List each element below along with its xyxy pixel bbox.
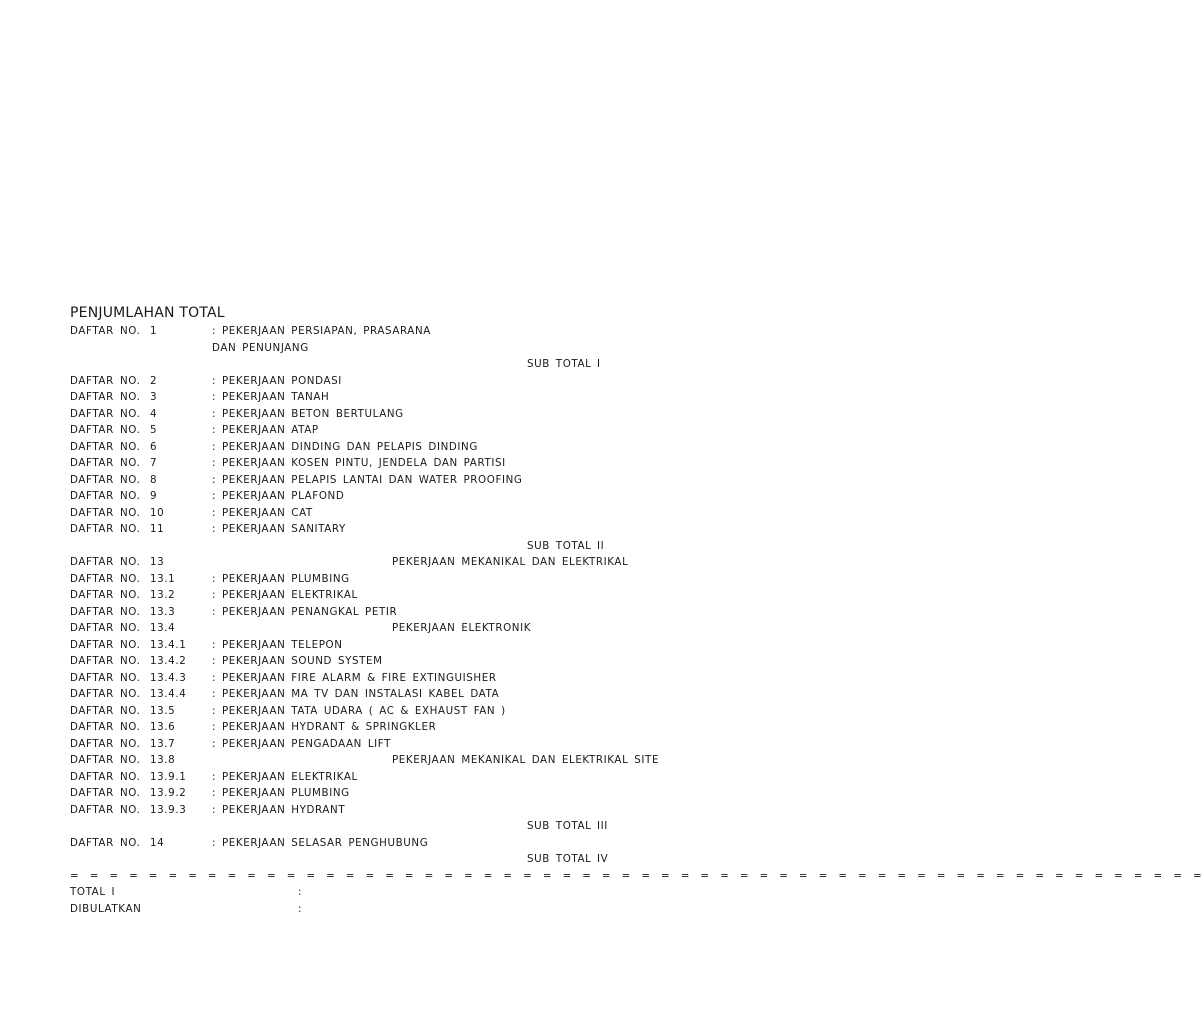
section-heading-row bbox=[0, 554, 768, 571]
total-colon: : bbox=[298, 886, 303, 898]
item-description: : PEKERJAAN SELASAR PENGHUBUNG bbox=[212, 836, 429, 849]
list-item bbox=[0, 802, 768, 819]
subtotal-number: IV bbox=[597, 853, 609, 865]
list-item bbox=[0, 769, 768, 786]
no-label: NO. bbox=[120, 325, 141, 337]
daftar-number: 13.9.1 bbox=[150, 770, 187, 783]
list-item bbox=[0, 422, 768, 439]
no-label: NO. bbox=[120, 655, 141, 667]
no-label: NO. bbox=[120, 737, 141, 750]
item-description: : PEKERJAAN MA TV DAN INSTALASI KABEL DATA bbox=[212, 688, 500, 700]
list-item bbox=[0, 373, 768, 390]
no-label: NO. bbox=[120, 787, 141, 799]
no-label: NO. bbox=[120, 836, 141, 849]
total-colon: : bbox=[298, 902, 303, 915]
daftar-label: DAFTAR bbox=[70, 836, 114, 849]
item-description: : PEKERJAAN PERSIAPAN, PRASARANA bbox=[212, 325, 431, 337]
subtotal-label: SUB TOTAL bbox=[527, 853, 592, 865]
item-description: : PEKERJAAN SOUND SYSTEM bbox=[212, 655, 383, 667]
daftar-number: 13.4 bbox=[150, 622, 176, 634]
no-label: NO. bbox=[120, 523, 141, 535]
item-description: : PEKERJAAN KOSEN PINTU, JENDELA DAN PARTISI bbox=[212, 457, 506, 469]
daftar-number: 13.2 bbox=[150, 589, 176, 601]
daftar-number: 11 bbox=[150, 523, 165, 535]
item-description: : PEKERJAAN PELAPIS LANTAI DAN WATER PROOFING bbox=[212, 473, 523, 486]
daftar-label: DAFTAR bbox=[70, 473, 114, 486]
item-description: : PEKERJAAN BETON BERTULANG bbox=[212, 407, 404, 420]
item-description: : PEKERJAAN FIRE ALARM & FIRE EXTINGUISHER bbox=[212, 671, 497, 684]
no-label: NO. bbox=[120, 572, 141, 585]
daftar-number: 13.4.3 bbox=[150, 671, 187, 684]
daftar-label: DAFTAR bbox=[70, 325, 114, 337]
list-item bbox=[0, 439, 768, 456]
list-item bbox=[0, 604, 768, 621]
item-description: : PEKERJAAN PENGADAAN LIFT bbox=[212, 737, 392, 750]
double-line-separator: = = = = = = = = = = = = = = = = = = = = = = = = = = = = = = = = = = = = = = = = = = = = = = = = = = = = = = = = = = bbox=[70, 869, 1204, 882]
no-label: NO. bbox=[120, 638, 141, 651]
list-item bbox=[0, 736, 768, 753]
item-description: : PEKERJAAN SANITARY bbox=[212, 523, 346, 535]
subtotal-label: SUB TOTAL bbox=[527, 358, 592, 370]
list-item bbox=[0, 686, 768, 703]
no-label: NO. bbox=[120, 704, 141, 717]
daftar-number: 8 bbox=[150, 473, 158, 486]
list-item bbox=[0, 637, 768, 654]
daftar-number: 13.3 bbox=[150, 605, 176, 618]
subtotal-number: II bbox=[597, 539, 605, 552]
no-label: NO. bbox=[120, 457, 141, 469]
no-label: NO. bbox=[120, 605, 141, 618]
daftar-label: DAFTAR bbox=[70, 374, 114, 387]
daftar-number: 3 bbox=[150, 391, 158, 403]
item-description: : PEKERJAAN HYDRANT bbox=[212, 803, 346, 816]
list-item bbox=[0, 406, 768, 423]
item-description: : PEKERJAAN TATA UDARA ( AC & EXHAUST FAN ) bbox=[212, 704, 506, 717]
daftar-number: 13.5 bbox=[150, 704, 176, 717]
item-description: : PEKERJAAN HYDRANT & SPRINGKLER bbox=[212, 721, 437, 733]
no-label: NO. bbox=[120, 803, 141, 816]
daftar-number: 13.9.3 bbox=[150, 803, 187, 816]
daftar-label: DAFTAR bbox=[70, 803, 114, 816]
list-item bbox=[0, 785, 768, 802]
item-description: : PEKERJAAN PLAFOND bbox=[212, 490, 345, 502]
summary-table bbox=[0, 323, 1204, 917]
no-label: NO. bbox=[120, 424, 141, 436]
list-item bbox=[0, 653, 768, 670]
daftar-label: DAFTAR bbox=[70, 704, 114, 717]
daftar-label: DAFTAR bbox=[70, 589, 114, 601]
list-item bbox=[0, 505, 768, 522]
daftar-number: 9 bbox=[150, 490, 158, 502]
no-label: NO. bbox=[120, 374, 141, 387]
no-label: NO. bbox=[120, 506, 141, 519]
total-row bbox=[0, 901, 768, 918]
no-label: NO. bbox=[120, 721, 141, 733]
item-description: : PEKERJAAN TANAH bbox=[212, 391, 330, 403]
item-description-continued: DAN PENUNJANG bbox=[212, 341, 309, 354]
daftar-label: DAFTAR bbox=[70, 655, 114, 667]
daftar-label: DAFTAR bbox=[70, 754, 114, 766]
list-item bbox=[0, 455, 768, 472]
no-label: NO. bbox=[120, 688, 141, 700]
daftar-number: 13.7 bbox=[150, 737, 176, 750]
subtotal-row bbox=[0, 818, 768, 835]
item-description: : PEKERJAAN PLUMBING bbox=[212, 787, 350, 799]
daftar-label: DAFTAR bbox=[70, 556, 114, 568]
daftar-label: DAFTAR bbox=[70, 638, 114, 651]
daftar-label: DAFTAR bbox=[70, 721, 114, 733]
daftar-label: DAFTAR bbox=[70, 688, 114, 700]
list-item bbox=[0, 835, 768, 852]
section-heading: PEKERJAAN MEKANIKAL DAN ELEKTRIKAL bbox=[392, 556, 629, 568]
total-label: DIBULATKAN bbox=[70, 902, 142, 915]
list-item bbox=[0, 670, 768, 687]
daftar-number: 7 bbox=[150, 457, 158, 469]
no-label: NO. bbox=[120, 391, 141, 403]
list-item-continuation bbox=[0, 340, 768, 357]
no-label: NO. bbox=[120, 770, 141, 783]
daftar-number: 13.4.4 bbox=[150, 688, 187, 700]
no-label: NO. bbox=[120, 754, 141, 766]
daftar-label: DAFTAR bbox=[70, 671, 114, 684]
no-label: NO. bbox=[120, 589, 141, 601]
subtotal-row bbox=[0, 851, 768, 868]
daftar-number: 13.1 bbox=[150, 572, 176, 585]
section-heading: PEKERJAAN ELEKTRONIK bbox=[392, 622, 532, 634]
item-description: : PEKERJAAN ATAP bbox=[212, 424, 319, 436]
section-heading: PEKERJAAN MEKANIKAL DAN ELEKTRIKAL SITE bbox=[392, 754, 660, 766]
no-label: NO. bbox=[120, 473, 141, 486]
daftar-number: 13.6 bbox=[150, 721, 176, 733]
total-label: TOTAL I bbox=[70, 886, 116, 898]
subtotal-row bbox=[0, 356, 768, 373]
page-title: PENJUMLAHAN TOTAL bbox=[70, 305, 225, 321]
daftar-label: DAFTAR bbox=[70, 787, 114, 799]
daftar-label: DAFTAR bbox=[70, 457, 114, 469]
no-label: NO. bbox=[120, 407, 141, 420]
daftar-number: 13 bbox=[150, 556, 165, 568]
daftar-number: 13.9.2 bbox=[150, 787, 187, 799]
item-description: : PEKERJAAN ELEKTRIKAL bbox=[212, 770, 358, 783]
daftar-number: 13.4.2 bbox=[150, 655, 187, 667]
daftar-label: DAFTAR bbox=[70, 523, 114, 535]
daftar-label: DAFTAR bbox=[70, 506, 114, 519]
no-label: NO. bbox=[120, 556, 141, 568]
item-description: : PEKERJAAN PLUMBING bbox=[212, 572, 350, 585]
daftar-label: DAFTAR bbox=[70, 572, 114, 585]
no-label: NO. bbox=[120, 490, 141, 502]
list-item bbox=[0, 323, 768, 340]
list-item bbox=[0, 719, 768, 736]
daftar-number: 2 bbox=[150, 374, 158, 387]
daftar-number: 14 bbox=[150, 836, 165, 849]
daftar-label: DAFTAR bbox=[70, 391, 114, 403]
subtotal-label: SUB TOTAL bbox=[527, 539, 592, 552]
daftar-label: DAFTAR bbox=[70, 440, 114, 453]
list-item bbox=[0, 488, 768, 505]
subtotal-row bbox=[0, 538, 768, 555]
item-description: : PEKERJAAN PONDASI bbox=[212, 374, 342, 387]
daftar-number: 5 bbox=[150, 424, 158, 436]
section-heading-row bbox=[0, 752, 768, 769]
list-item bbox=[0, 389, 768, 406]
daftar-label: DAFTAR bbox=[70, 737, 114, 750]
separator-row bbox=[0, 868, 1204, 885]
list-item bbox=[0, 703, 768, 720]
subtotal-number: III bbox=[597, 820, 608, 832]
daftar-label: DAFTAR bbox=[70, 605, 114, 618]
daftar-label: DAFTAR bbox=[70, 770, 114, 783]
daftar-label: DAFTAR bbox=[70, 424, 114, 436]
item-description: : PEKERJAAN TELEPON bbox=[212, 638, 343, 651]
daftar-label: DAFTAR bbox=[70, 407, 114, 420]
list-item bbox=[0, 571, 768, 588]
no-label: NO. bbox=[120, 440, 141, 453]
list-item bbox=[0, 521, 768, 538]
subtotal-label: SUB TOTAL bbox=[527, 820, 592, 832]
item-description: : PEKERJAAN PENANGKAL PETIR bbox=[212, 605, 398, 618]
no-label: NO. bbox=[120, 622, 141, 634]
list-item bbox=[0, 587, 768, 604]
daftar-number: 13.8 bbox=[150, 754, 176, 766]
daftar-label: DAFTAR bbox=[70, 490, 114, 502]
section-heading-row bbox=[0, 620, 768, 637]
list-item bbox=[0, 472, 768, 489]
daftar-number: 13.4.1 bbox=[150, 638, 187, 651]
item-description: : PEKERJAAN CAT bbox=[212, 506, 313, 519]
subtotal-number: I bbox=[597, 358, 601, 370]
daftar-number: 4 bbox=[150, 407, 158, 420]
item-description: : PEKERJAAN ELEKTRIKAL bbox=[212, 589, 358, 601]
item-description: : PEKERJAAN DINDING DAN PELAPIS DINDING bbox=[212, 440, 478, 453]
total-row bbox=[0, 884, 768, 901]
daftar-number: 6 bbox=[150, 440, 158, 453]
daftar-number: 1 bbox=[150, 325, 158, 337]
daftar-number: 10 bbox=[150, 506, 165, 519]
daftar-label: DAFTAR bbox=[70, 622, 114, 634]
no-label: NO. bbox=[120, 671, 141, 684]
